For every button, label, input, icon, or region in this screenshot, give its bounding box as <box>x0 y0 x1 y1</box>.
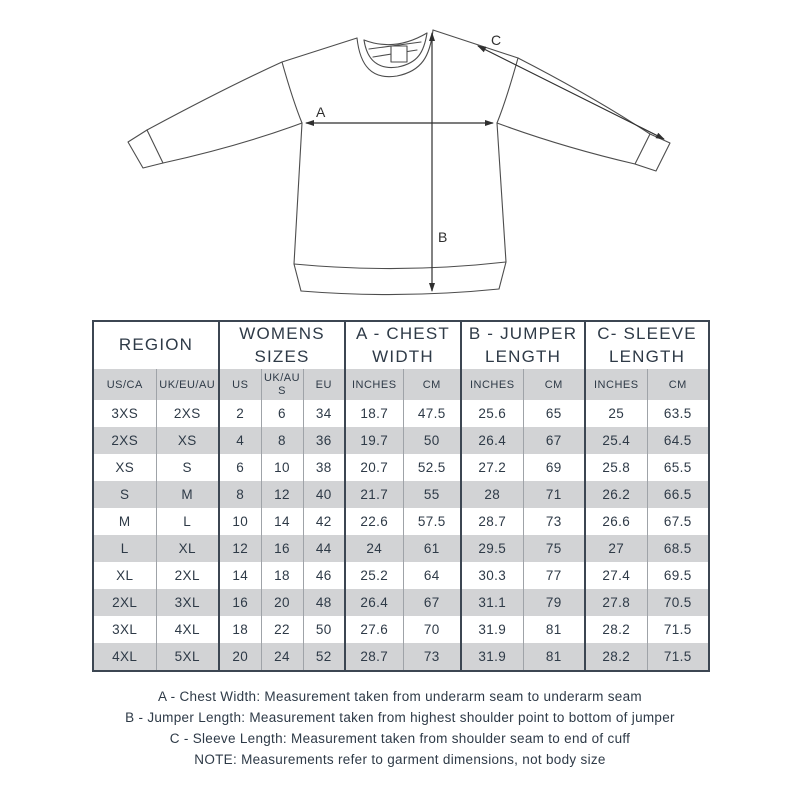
table-cell: 5XL <box>156 643 219 671</box>
table-cell: 26.2 <box>585 481 647 508</box>
sub-header-row <box>93 369 709 400</box>
table-cell: 2XS <box>156 400 219 427</box>
size-table-body <box>93 400 709 671</box>
table-cell: 65.5 <box>647 454 709 481</box>
table-row <box>93 400 709 427</box>
table-row <box>93 508 709 535</box>
note-chest-width: A - Chest Width: Measurement taken from underarm seam to underarm seam <box>158 689 642 704</box>
table-cell: 18 <box>219 616 261 643</box>
table-cell: 14 <box>261 508 303 535</box>
table-row <box>93 535 709 562</box>
table-cell: 67.5 <box>647 508 709 535</box>
table-cell: 73 <box>403 643 461 671</box>
label-b: B <box>438 229 448 245</box>
left-shoulder-seam <box>282 38 357 62</box>
table-row <box>93 427 709 454</box>
table-cell: 48 <box>303 589 345 616</box>
table-cell: 25.2 <box>345 562 403 589</box>
table-cell: 10 <box>219 508 261 535</box>
table-cell: 2XL <box>156 562 219 589</box>
sleeve-length-arrow <box>478 46 664 139</box>
table-cell: 57.5 <box>403 508 461 535</box>
table-cell: 68.5 <box>647 535 709 562</box>
table-cell: 4XL <box>156 616 219 643</box>
table-cell: 28.7 <box>461 508 523 535</box>
table-cell: 71.5 <box>647 643 709 671</box>
table-cell: 46 <box>303 562 345 589</box>
table-cell: 73 <box>523 508 585 535</box>
table-cell: 42 <box>303 508 345 535</box>
table-cell: 16 <box>219 589 261 616</box>
table-cell: 21.7 <box>345 481 403 508</box>
table-cell: 67 <box>403 589 461 616</box>
table-cell: 27.6 <box>345 616 403 643</box>
table-cell: 71 <box>523 481 585 508</box>
table-cell: 79 <box>523 589 585 616</box>
column-group-jumper-length: B - JUMPER LENGTH <box>461 321 585 369</box>
table-cell: 27.2 <box>461 454 523 481</box>
col-sleeve-inches: INCHES <box>585 369 647 400</box>
table-cell: 3XL <box>93 616 156 643</box>
table-cell: 28.7 <box>345 643 403 671</box>
table-row <box>93 589 709 616</box>
table-cell: 22.6 <box>345 508 403 535</box>
table-cell: 20.7 <box>345 454 403 481</box>
col-eu: EU <box>303 369 345 400</box>
col-chest-inches: INCHES <box>345 369 403 400</box>
table-cell: 3XS <box>93 400 156 427</box>
table-cell: 44 <box>303 535 345 562</box>
note-jumper-length: B - Jumper Length: Measurement taken from highest shoulder point to bottom of jumper <box>125 710 675 725</box>
table-row <box>93 562 709 589</box>
table-cell: 27.4 <box>585 562 647 589</box>
table-cell: 18.7 <box>345 400 403 427</box>
table-cell: 71.5 <box>647 616 709 643</box>
label-c: C <box>491 32 502 48</box>
table-cell: 27.8 <box>585 589 647 616</box>
right-shoulder-seam <box>433 30 518 58</box>
table-cell: 25.6 <box>461 400 523 427</box>
table-cell: 2XL <box>93 589 156 616</box>
table-cell: 77 <box>523 562 585 589</box>
col-length-inches: INCHES <box>461 369 523 400</box>
table-cell: 75 <box>523 535 585 562</box>
table-cell: 20 <box>219 643 261 671</box>
table-cell: 22 <box>261 616 303 643</box>
col-uk-eu-au: UK/EU/AU <box>156 369 219 400</box>
col-us-ca: US/CA <box>93 369 156 400</box>
table-cell: 8 <box>219 481 261 508</box>
table-cell: 64.5 <box>647 427 709 454</box>
table-cell: 52 <box>303 643 345 671</box>
table-cell: 10 <box>261 454 303 481</box>
note-garment-dimensions: NOTE: Measurements refer to garment dimensions, not body size <box>194 752 606 767</box>
table-cell: XS <box>93 454 156 481</box>
table-cell: XL <box>156 535 219 562</box>
table-cell: 67 <box>523 427 585 454</box>
table-cell: 2 <box>219 400 261 427</box>
table-cell: 61 <box>403 535 461 562</box>
table-cell: 50 <box>403 427 461 454</box>
table-cell: 31.9 <box>461 643 523 671</box>
table-cell: 47.5 <box>403 400 461 427</box>
table-cell: S <box>156 454 219 481</box>
table-cell: 2XS <box>93 427 156 454</box>
right-armhole <box>497 58 518 123</box>
table-cell: 69 <box>523 454 585 481</box>
table-cell: XL <box>93 562 156 589</box>
table-cell: 30.3 <box>461 562 523 589</box>
table-cell: 66.5 <box>647 481 709 508</box>
measurement-notes <box>0 686 800 770</box>
table-cell: 18 <box>261 562 303 589</box>
table-cell: 81 <box>523 643 585 671</box>
table-row <box>93 643 709 671</box>
table-cell: 69.5 <box>647 562 709 589</box>
table-cell: 70 <box>403 616 461 643</box>
table-cell: 50 <box>303 616 345 643</box>
left-sleeve <box>128 62 302 168</box>
table-cell: 16 <box>261 535 303 562</box>
table-cell: 25.8 <box>585 454 647 481</box>
table-cell: 34 <box>303 400 345 427</box>
table-cell: M <box>156 481 219 508</box>
table-cell: 63.5 <box>647 400 709 427</box>
table-cell: 12 <box>219 535 261 562</box>
table-cell: 26.4 <box>461 427 523 454</box>
column-group-sleeve-length: C- SLEEVE LENGTH <box>585 321 709 369</box>
table-cell: 25 <box>585 400 647 427</box>
table-cell: 40 <box>303 481 345 508</box>
table-cell: 64 <box>403 562 461 589</box>
note-sleeve-length: C - Sleeve Length: Measurement taken from shoulder seam to end of cuff <box>169 731 631 746</box>
col-us: US <box>219 369 261 400</box>
table-cell: 20 <box>261 589 303 616</box>
table-cell: 31.9 <box>461 616 523 643</box>
table-cell: 24 <box>345 535 403 562</box>
table-cell: 25.4 <box>585 427 647 454</box>
table-cell: L <box>156 508 219 535</box>
size-chart-table <box>92 320 710 672</box>
table-cell: 28.2 <box>585 616 647 643</box>
table-cell: 12 <box>261 481 303 508</box>
label-a: A <box>316 104 326 120</box>
table-row <box>93 454 709 481</box>
table-cell: 81 <box>523 616 585 643</box>
right-sleeve <box>497 58 670 171</box>
col-uk-aus: UK/AUS <box>261 369 303 400</box>
table-cell: 14 <box>219 562 261 589</box>
column-group-womens-sizes: WOMENS SIZES <box>219 321 345 369</box>
jumper-diagram <box>0 0 800 318</box>
table-cell: 19.7 <box>345 427 403 454</box>
left-armhole <box>282 62 302 123</box>
table-cell: 6 <box>261 400 303 427</box>
table-cell: XS <box>156 427 219 454</box>
column-group-region: REGION <box>93 321 219 369</box>
table-cell: 4XL <box>93 643 156 671</box>
jumper-body <box>294 123 506 295</box>
table-cell: 29.5 <box>461 535 523 562</box>
table-cell: 26.4 <box>345 589 403 616</box>
table-cell: 36 <box>303 427 345 454</box>
table-cell: 4 <box>219 427 261 454</box>
table-cell: 8 <box>261 427 303 454</box>
table-row <box>93 481 709 508</box>
table-cell: 6 <box>219 454 261 481</box>
table-cell: M <box>93 508 156 535</box>
table-cell: 31.1 <box>461 589 523 616</box>
table-cell: S <box>93 481 156 508</box>
group-header-row <box>93 321 709 369</box>
table-cell: L <box>93 535 156 562</box>
table-cell: 70.5 <box>647 589 709 616</box>
col-length-cm: CM <box>523 369 585 400</box>
table-cell: 28.2 <box>585 643 647 671</box>
table-cell: 38 <box>303 454 345 481</box>
table-cell: 28 <box>461 481 523 508</box>
col-chest-cm: CM <box>403 369 461 400</box>
table-cell: 65 <box>523 400 585 427</box>
neck-label-tag <box>391 46 407 62</box>
table-cell: 26.6 <box>585 508 647 535</box>
table-cell: 3XL <box>156 589 219 616</box>
table-cell: 52.5 <box>403 454 461 481</box>
table-cell: 24 <box>261 643 303 671</box>
table-cell: 55 <box>403 481 461 508</box>
table-row <box>93 616 709 643</box>
column-group-chest-width: A - CHEST WIDTH <box>345 321 461 369</box>
col-sleeve-cm: CM <box>647 369 709 400</box>
table-cell: 27 <box>585 535 647 562</box>
